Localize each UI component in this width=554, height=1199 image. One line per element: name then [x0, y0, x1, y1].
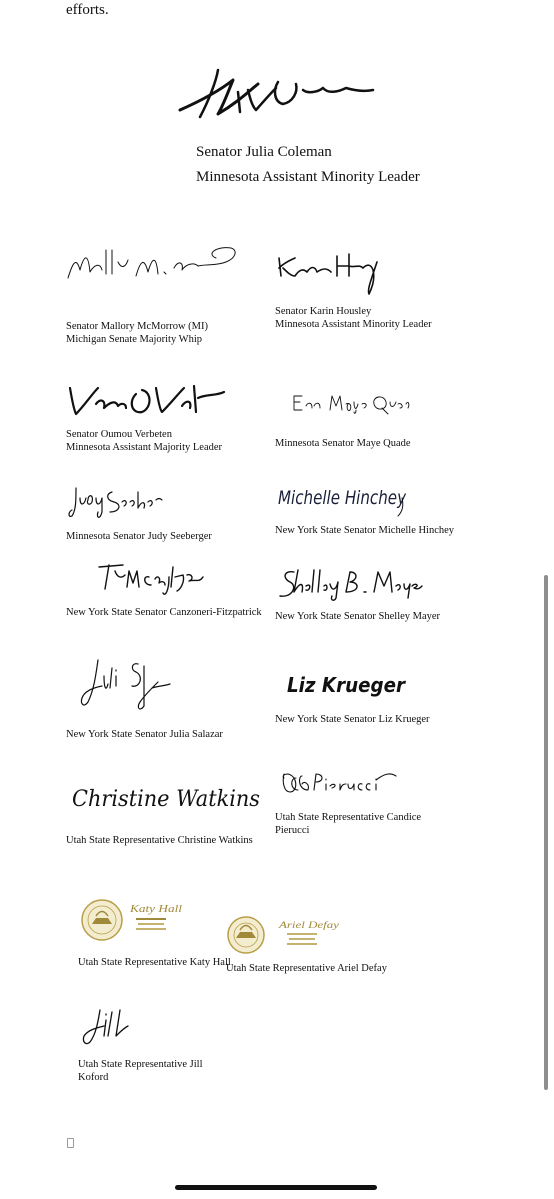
signature-oumou-verbeten — [66, 382, 226, 422]
signature-hall-text: Katy Hall — [128, 904, 183, 915]
signer-verbeten-line1: Senator Oumou Verbeten — [66, 429, 172, 440]
signature-karin-housley — [275, 250, 385, 300]
main-signer-name: Senator Julia Coleman — [196, 144, 332, 160]
signer-hinchey-line1: New York State Senator Michelle Hinchey — [275, 525, 455, 536]
signature-krueger-text: Liz Krueger — [287, 673, 407, 697]
signature-maye-quade — [292, 390, 412, 416]
signature-julia-salazar — [78, 658, 173, 713]
signature-watkins-text: Christine Watkins — [72, 787, 260, 812]
signature-candice-pierucci — [280, 770, 400, 798]
signature-michelle-hinchey — [278, 478, 418, 518]
signature-shelley-mayer — [278, 566, 423, 604]
signer-watkins-line1: Utah State Representative Christine Watkins — [66, 835, 253, 846]
house-seal-icon — [82, 900, 122, 940]
signer-defay-line1: Utah State Representative Ariel Defay — [226, 963, 387, 974]
page-marker-icon — [67, 1138, 74, 1148]
signer-mcmorrow-line2: Michigan Senate Majority Whip — [66, 334, 202, 345]
signature-christine-watkins — [72, 778, 267, 818]
signature-jill-koford — [78, 1008, 138, 1048]
seal-ariel-defay — [225, 916, 343, 956]
main-signer-title: Minnesota Assistant Minority Leader — [196, 169, 420, 185]
signature-liz-krueger — [285, 664, 410, 706]
signer-mcmorrow-line1: Senator Mallory McMorrow (MI) — [66, 321, 209, 332]
signer-krueger-line1: New York State Senator Liz Krueger — [275, 714, 430, 725]
signature-hinchey-text: Michelle Hinchey — [278, 487, 407, 509]
preceding-text-fragment: efforts. — [66, 2, 109, 18]
seal-katy-hall — [80, 898, 190, 946]
signer-housley-line2: Minnesota Assistant Minority Leader — [275, 319, 432, 330]
signer-quade-line1: Minnesota Senator Maye Quade — [275, 438, 411, 449]
signer-housley-line1: Senator Karin Housley — [275, 306, 372, 317]
signer-koford-line1: Utah State Representative Jill — [78, 1059, 203, 1070]
signature-defay-text: Ariel Defay — [277, 920, 339, 930]
signer-pierucci-line2: Pierucci — [275, 825, 310, 836]
vertical-scrollbar[interactable] — [544, 575, 548, 1090]
signature-julia-coleman — [178, 62, 378, 122]
house-seal-icon — [228, 917, 264, 953]
signer-mayer-line1: New York State Senator Shelley Mayer — [275, 611, 441, 622]
signer-koford-line2: Koford — [78, 1072, 109, 1083]
signer-verbeten-line2: Minnesota Assistant Majority Leader — [66, 442, 223, 453]
signer-canzoneri-line1: New York State Senator Canzoneri-Fitzpatrick — [66, 607, 262, 618]
signer-hall-line1: Utah State Representative Katy Hall — [78, 957, 231, 968]
home-indicator[interactable] — [175, 1185, 377, 1190]
signer-salazar-line1: New York State Senator Julia Salazar — [66, 729, 223, 740]
signer-pierucci-line1: Utah State Representative Candice — [275, 812, 422, 823]
signature-mallory-mcmorrow — [66, 240, 241, 290]
signature-canzoneri-fitzpatrick — [95, 563, 205, 597]
signature-judy-seeberger — [66, 484, 166, 524]
signer-seeberger-line1: Minnesota Senator Judy Seeberger — [66, 531, 212, 542]
